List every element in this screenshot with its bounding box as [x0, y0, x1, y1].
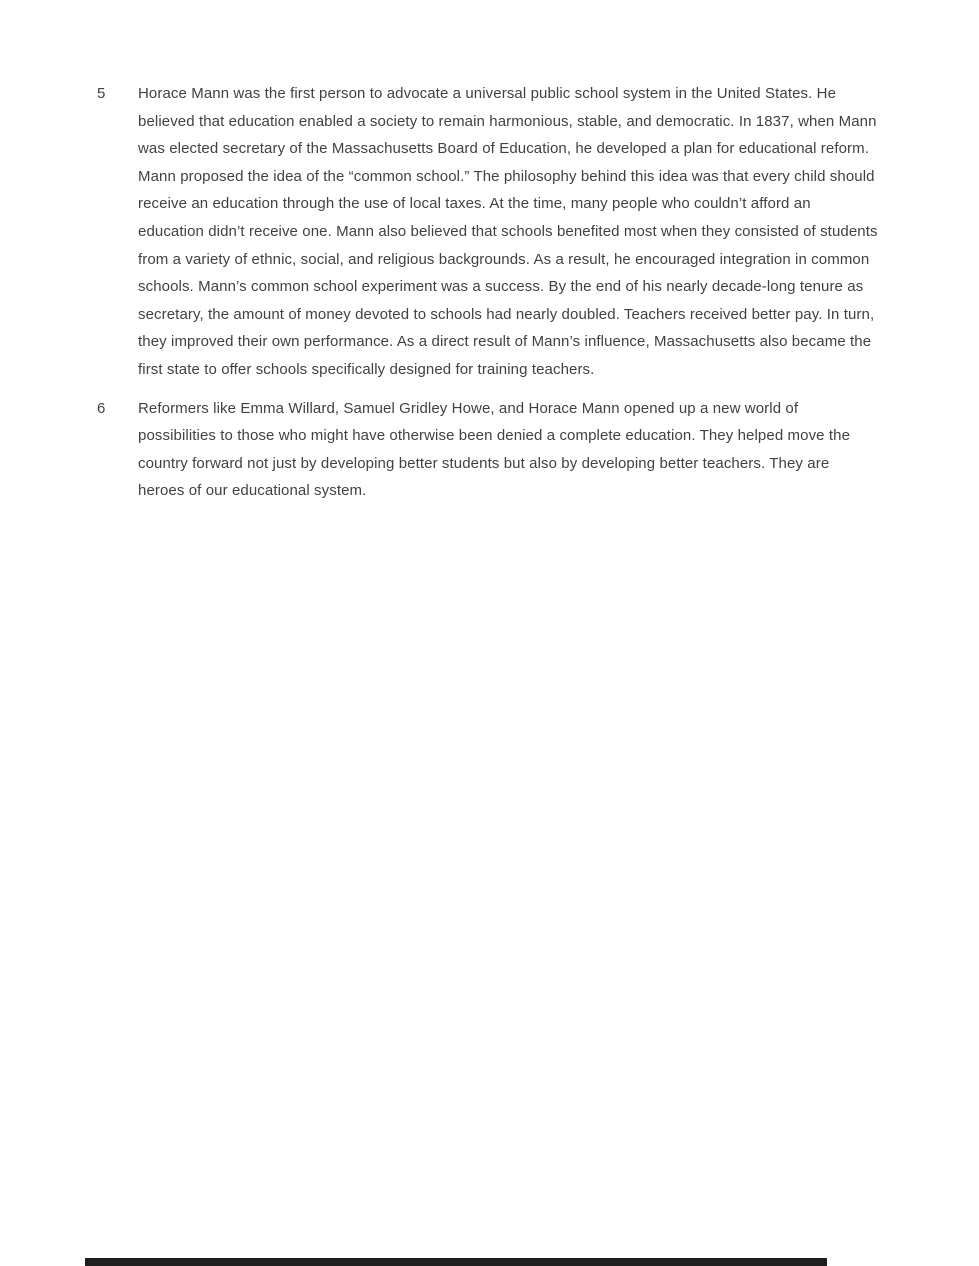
- paragraph-number: 5: [97, 85, 106, 102]
- paragraph-number: 6: [97, 399, 106, 417]
- paragraph-6: [97, 395, 879, 505]
- paragraph-text: Horace Mann was the first person to advocate a universal public school system in the United States. He believed that education enabled a society to remain harmonious, stable, and democratic. In 1837, when Mann was elected secretary of the Massachusetts Board of Education, he developed a plan for educational reform. Mann proposed the idea of the “common school.” The philosophy behind this idea was that every child should receive an education through the use of local taxes. At the time, many people who couldn’t afford an education didn’t receive one. Mann also believed that schools benefited most when they consisted of students from a variety of ethnic, social, and religious backgrounds. As a result, he encouraged integration in common schools. Mann’s common school experiment was a success. By the end of his nearly decade-long tenure as secretary, the amount of money devoted to schools had nearly doubled. Teachers received better pay. In turn, they improved their own performance. As a direct result of Mann’s influence, Massachusetts also became the first state to offer schools specifically designed for training teachers.: [138, 85, 878, 378]
- reading-passage: [97, 80, 879, 516]
- paragraph-text: Reformers like Emma Willard, Samuel Gridley Howe, and Horace Mann opened up a new world of possibilities to those who might have otherwise been denied a complete education. They helped move the country forward not just by developing better students but also by developing better teachers. They are heroes of our educational system.: [138, 399, 851, 500]
- bottom-edge-bar: [85, 1258, 827, 1266]
- paragraph-5: [97, 80, 879, 384]
